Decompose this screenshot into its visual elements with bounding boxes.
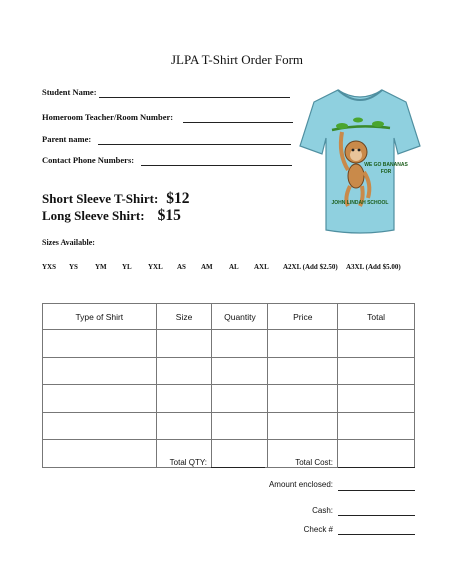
total-cost-label: Total Cost:: [295, 458, 333, 467]
col-header-price: Price: [268, 304, 338, 330]
table-cell[interactable]: [268, 330, 338, 358]
total-cost-field[interactable]: [338, 467, 415, 468]
table-cell[interactable]: [212, 412, 268, 440]
size-yl: YL: [122, 263, 132, 271]
table-cell[interactable]: [43, 412, 157, 440]
parent-name-label: Parent name:: [42, 134, 92, 144]
table-cell[interactable]: [156, 385, 212, 413]
table-cell[interactable]: [338, 412, 415, 440]
size-ym: YM: [95, 263, 107, 271]
size-al: AL: [229, 263, 239, 271]
student-name-field[interactable]: [99, 97, 290, 98]
amount-enclosed-label: Amount enclosed:: [268, 480, 333, 489]
size-as: AS: [177, 263, 186, 271]
student-name-label: Student Name:: [42, 87, 97, 97]
amount-enclosed-field[interactable]: [338, 490, 415, 491]
table-cell[interactable]: [43, 385, 157, 413]
table-cell[interactable]: [338, 440, 415, 468]
cash-label: Cash:: [312, 506, 333, 515]
cash-field[interactable]: [338, 515, 415, 516]
table-cell[interactable]: [212, 357, 268, 385]
tshirt-image: [298, 80, 422, 238]
table-row: [43, 357, 415, 385]
table-row: [43, 330, 415, 358]
tshirt-text-line2: FOR: [380, 169, 392, 175]
table-cell[interactable]: [43, 440, 157, 468]
total-qty-label: Total QTY:: [169, 458, 207, 467]
table-cell[interactable]: [338, 385, 415, 413]
size-yxs: YXS: [42, 263, 57, 271]
tshirt-text-line3: JOHN LINDAH SCHOOL: [331, 200, 389, 206]
table-cell[interactable]: [43, 357, 157, 385]
table-row: [43, 412, 415, 440]
col-header-type: Type of Shirt: [43, 304, 157, 330]
table-cell[interactable]: [156, 412, 212, 440]
table-row: [43, 440, 415, 468]
table-row: [43, 385, 415, 413]
size-yxl: YXL: [148, 263, 163, 271]
long-sleeve-label: Long Sleeve Shirt:: [42, 208, 145, 223]
size-ys: YS: [69, 263, 78, 271]
table-cell[interactable]: [212, 330, 268, 358]
long-sleeve-price-row: [42, 207, 242, 227]
table-cell[interactable]: [338, 330, 415, 358]
col-header-total: Total: [338, 304, 415, 330]
short-sleeve-label: Short Sleeve T-Shirt:: [42, 191, 159, 206]
order-table: [42, 303, 415, 468]
form-title: JLPA T-Shirt Order Form: [170, 52, 304, 67]
tshirt-text-line1: WE GO BANANAS: [364, 162, 408, 168]
col-header-size: Size: [156, 304, 212, 330]
homeroom-field[interactable]: [183, 122, 293, 123]
contact-phone-label: Contact Phone Numbers:: [42, 155, 135, 165]
table-cell[interactable]: [268, 412, 338, 440]
size-axl: AXL: [254, 263, 269, 271]
table-cell[interactable]: [156, 357, 212, 385]
check-label: Check #: [303, 525, 333, 534]
table-cell[interactable]: [43, 330, 157, 358]
table-cell[interactable]: [338, 357, 415, 385]
size-a3xl: A3XL (Add $5.00): [346, 263, 401, 271]
size-a2xl: A2XL (Add $2.50): [283, 263, 338, 271]
order-table-header-row: [43, 304, 415, 330]
check-number-field[interactable]: [338, 534, 415, 535]
parent-name-field[interactable]: [98, 144, 291, 145]
homeroom-label: Homeroom Teacher/Room Number:: [42, 112, 174, 122]
sizes-label: Sizes Available:: [42, 238, 95, 247]
table-cell[interactable]: [156, 330, 212, 358]
contact-phone-field[interactable]: [141, 165, 292, 166]
short-sleeve-price: $12: [166, 190, 190, 207]
table-cell[interactable]: [268, 385, 338, 413]
total-qty-field[interactable]: [211, 467, 265, 468]
long-sleeve-price: $15: [157, 207, 181, 224]
table-cell[interactable]: [212, 440, 268, 468]
size-am: AM: [201, 263, 213, 271]
table-cell[interactable]: [268, 357, 338, 385]
col-header-quantity: Quantity: [212, 304, 268, 330]
table-cell[interactable]: [212, 385, 268, 413]
